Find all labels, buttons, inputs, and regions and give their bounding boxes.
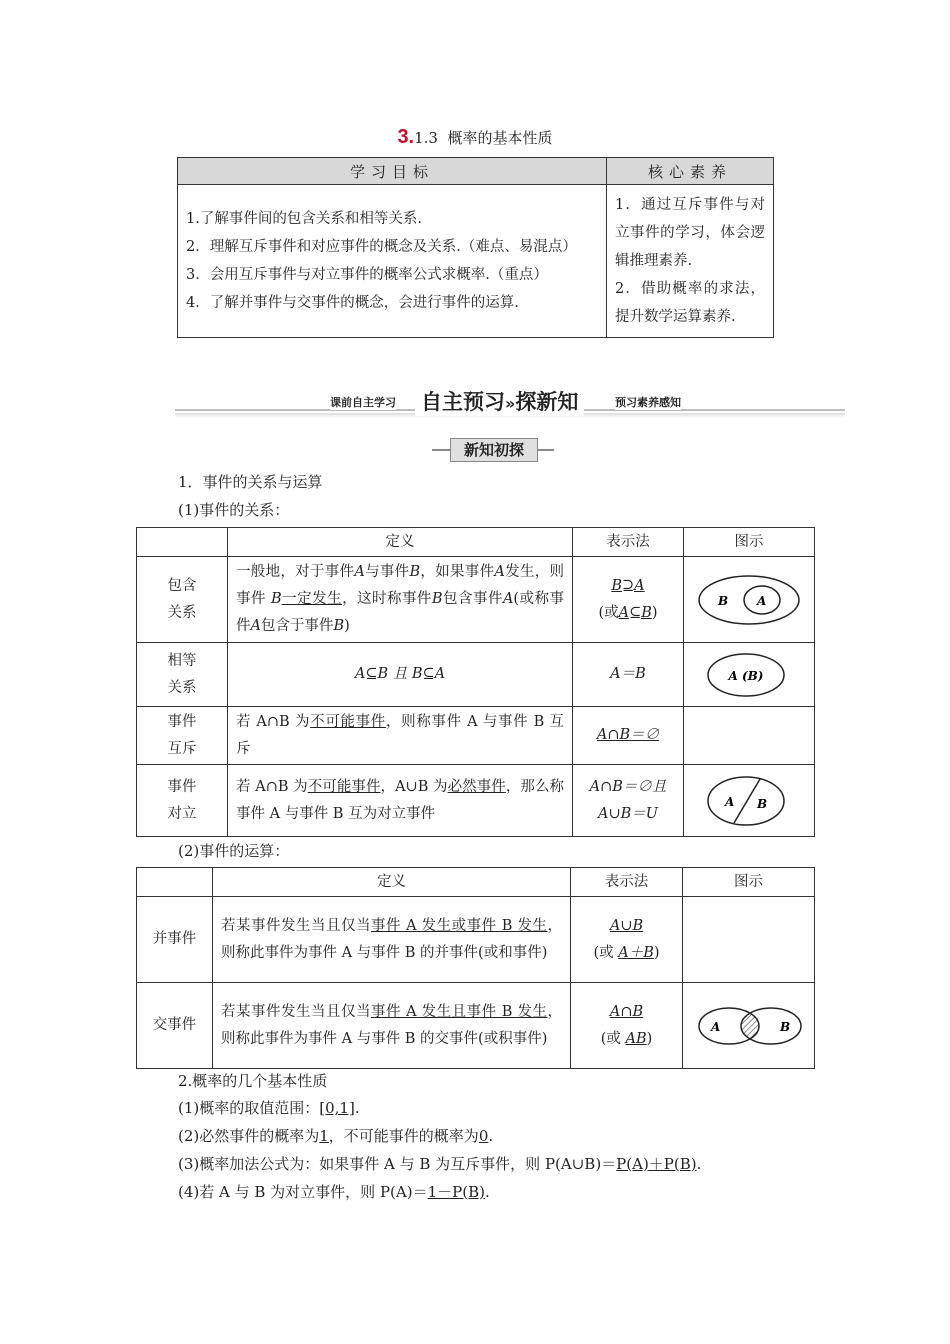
row-def: 若某事件发生当且仅当事件 A 发生且事件 B 发生，则称此事件为事件 A 与事件 B 的交事件(或积事件)	[213, 983, 571, 1069]
diagram-label-b: B	[757, 796, 768, 811]
banner-right: 预习素养感知	[615, 396, 681, 409]
col-header-def: 定义	[228, 528, 573, 557]
row-name: 事件对立	[137, 765, 228, 837]
section-label: 新知初探	[450, 438, 538, 462]
venn-intersection-diagram	[689, 1003, 809, 1049]
table-row	[137, 983, 815, 1069]
sub-heading-1: (1)事件的关系：	[178, 501, 290, 519]
title-text: 概率的基本性质	[447, 129, 553, 147]
diagram-label-b: B	[718, 593, 729, 608]
row-diagram	[684, 643, 815, 707]
heading-2: 2.概率的几个基本性质	[178, 1072, 328, 1090]
row-def: 若 A∩B 为不可能事件，A∪B 为必然事件，那么称事件 A 与事件 B 互为对立事件	[228, 765, 573, 837]
venn-equal-diagram	[694, 650, 804, 700]
row-name: 交事件	[137, 983, 213, 1069]
row-notation: A∩B＝∅且 A∪B＝U	[573, 765, 684, 837]
goal-item: 1.了解事件间的包含关系和相等关系.	[186, 211, 422, 227]
row-name: 并事件	[137, 897, 213, 983]
banner-main-2: 探新知	[515, 390, 579, 414]
goals-header: 学习目标	[178, 158, 607, 185]
banner-main-1: 自主预习	[421, 390, 505, 414]
goal-item: 3．会用互斥事件与对立事件的概率公式求概率.（重点）	[186, 267, 548, 283]
property-4: (4)若 A 与 B 为对立事件，则 P(A)＝1－P(B).	[178, 1183, 490, 1201]
col-header-def: 定义	[213, 868, 571, 897]
page-title	[0, 126, 950, 149]
col-header-diagram: 图示	[684, 528, 815, 557]
row-notation: A∩B (或 AB)	[571, 983, 683, 1069]
goals-cell	[178, 185, 607, 338]
col-header	[137, 528, 228, 557]
col-header	[137, 868, 213, 897]
table-row	[137, 643, 815, 707]
row-notation: B⊇A (或A⊆B)	[573, 557, 684, 643]
banner-left: 课前自主学习	[330, 396, 396, 409]
table-row	[137, 765, 815, 837]
property-1: (1)概率的取值范围：[0,1].	[178, 1099, 360, 1117]
row-name: 包含关系	[137, 557, 228, 643]
diagram-label-a: A	[710, 1019, 720, 1034]
heading-1: 1．事件的关系与运算	[178, 473, 323, 491]
col-header-diagram: 图示	[683, 868, 815, 897]
table-row	[137, 557, 815, 643]
literacy-header: 核心素养	[607, 158, 774, 185]
row-name: 相等关系	[137, 643, 228, 707]
literacy-cell	[607, 185, 774, 338]
venn-opposite-diagram	[694, 772, 804, 830]
row-notation: A＝B	[573, 643, 684, 707]
diagram-label-b: B	[779, 1019, 790, 1034]
row-diagram	[684, 765, 815, 837]
goal-item: 2．理解互斥事件和对应事件的概念及关系.（难点、易混点）	[186, 239, 577, 255]
operations-table	[136, 867, 815, 1069]
property-3: (3)概率加法公式为：如果事件 A 与 B 为互斥事件，则 P(A∪B)＝P(A)＋P(B).	[178, 1155, 702, 1173]
row-notation: A∩B＝∅	[573, 707, 684, 765]
arrow-icon: »	[505, 394, 516, 413]
table-row	[137, 707, 815, 765]
literacy-item: 1．通过互斥事件与对立事件的学习，体会逻辑推理素养.	[615, 197, 765, 269]
section-label-box	[432, 440, 554, 460]
row-def: 若某事件发生当且仅当事件 A 发生或事件 B 发生，则称此事件为事件 A 与事件 B 的并事件(或和事件)	[213, 897, 571, 983]
col-header-notation: 表示法	[573, 528, 684, 557]
row-def: 若 A∩B 为不可能事件，则称事件 A 与事件 B 互斥	[228, 707, 573, 765]
goal-item: 4．了解并事件与交事件的概念，会进行事件的运算.	[186, 295, 519, 311]
relations-table	[136, 527, 815, 837]
row-notation: A∪B (或 A＋B)	[571, 897, 683, 983]
row-diagram	[683, 983, 815, 1069]
section-sub: 1.3	[414, 129, 438, 147]
sub-heading-2: (2)事件的运算：	[178, 842, 290, 860]
banner-main	[415, 386, 584, 416]
section-number: 3.	[397, 126, 415, 148]
table-row	[137, 897, 815, 983]
section-banner	[175, 388, 845, 422]
col-header-notation: 表示法	[571, 868, 683, 897]
diagram-label-a: A	[725, 794, 735, 809]
row-diagram	[684, 557, 815, 643]
row-diagram	[683, 897, 815, 983]
row-def: A⊆B 且 B⊆A	[228, 643, 573, 707]
diagram-label-a: A	[757, 593, 767, 608]
property-2: (2)必然事件的概率为1，不可能事件的概率为0.	[178, 1127, 494, 1145]
row-diagram	[684, 707, 815, 765]
venn-contain-diagram	[694, 572, 804, 628]
row-def: 一般地，对于事件A与事件B，如果事件A发生，则事件 B一定发生，这时称事件B包含事件A(或称事件A包含于事件B)	[228, 557, 573, 643]
diagram-label-ab: A (B)	[728, 668, 764, 683]
row-name: 事件互斥	[137, 707, 228, 765]
literacy-item: 2．借助概率的求法，提升数学运算素养.	[615, 281, 765, 325]
goals-table	[177, 157, 774, 338]
